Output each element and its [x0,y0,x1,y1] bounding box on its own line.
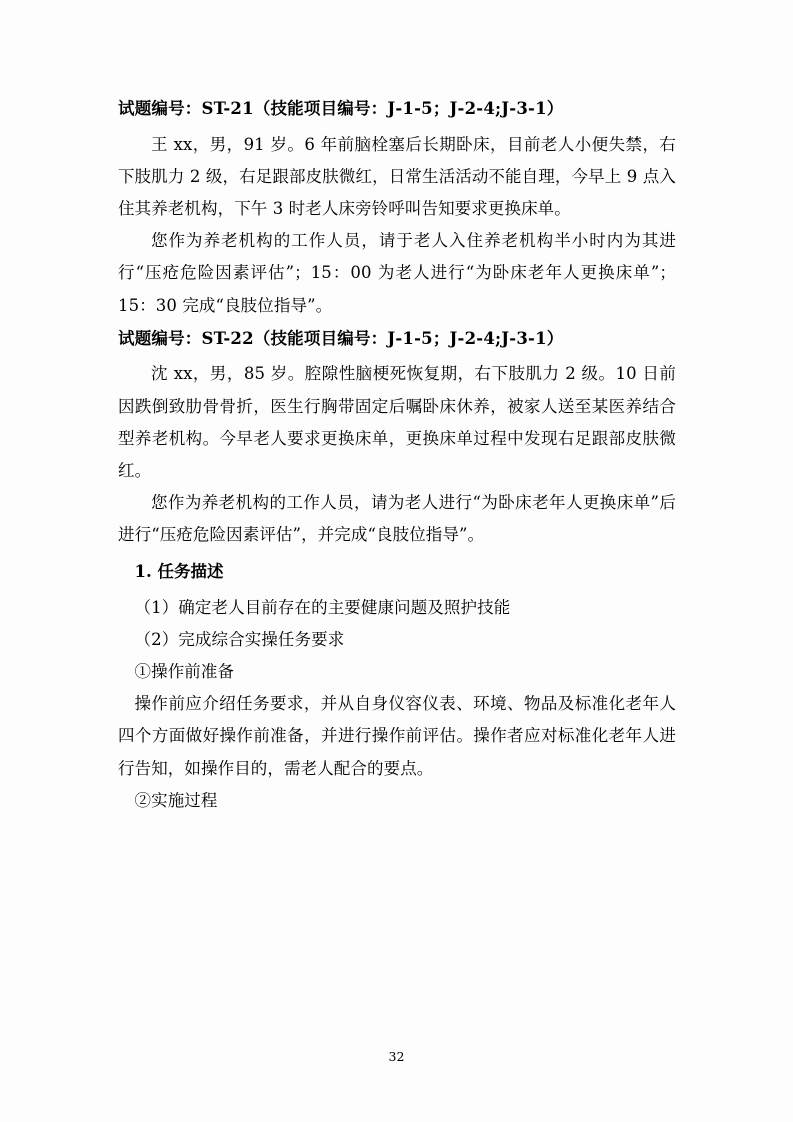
task-subitem-2: ②实施过程 [134,790,218,810]
task-item-1: （1）确定老人目前存在的主要健康问题及照护技能 [134,597,511,617]
case-paragraph-st22: 沈 xx，男，85 岁。腔隙性脑梗死恢复期，右下肢肌力 2 级。10 日前因跌倒致肋骨骨折，医生行胸带固定后嘱卧床休养，被家人送至某医养结合型养老机构。今早老人要求更换床单，更换床单过程中发现右足跟部皮肤微红。 [118,364,676,480]
page-number: 32 [388,1049,405,1064]
task-subitem-1: ①操作前准备 [134,662,235,682]
exam-heading-st22: 试题编号：ST-22（技能项目编号：J-1-5；J-2-4;J-3-1） [118,328,564,348]
section-heading-task-description: 1. 任务描述 [134,561,224,581]
task-preparation-paragraph: 操作前应介绍任务要求，并从自身仪容仪表、环境、物品及标准化老年人四个方面做好操作前准备，并进行操作前评估。操作者应对标准化老年人进行告知，如操作目的，需老人配合的要点。 [118,694,676,778]
page-content [118,96,676,817]
task-paragraph-st21: 您作为养老机构的工作人员，请于老人入住养老机构半小时内为其进行“压疮危险因素评估”；15：00 为老人进行“为卧床老年人更换床单”；15：30 完成“良肢位指导”。 [118,231,676,315]
task-paragraph-st22: 您作为养老机构的工作人员，请为老人进行“为卧床老年人更换床单”后进行“压疮危险因素评估”，并完成“良肢位指导”。 [118,493,676,545]
case-paragraph-st21: 王 xx，男，91 岁。6 年前脑栓塞后长期卧床，目前老人小便失禁，右下肢肌力 2 级，右足跟部皮肤微红，日常生活活动不能自理，今早上 9 点入住其养老机构，下午 3 时老人床旁铃呼叫告知要求更换床单。 [118,134,676,219]
exam-heading-st21: 试题编号：ST-21（技能项目编号：J-1-5；J-2-4;J-3-1） [118,99,564,118]
task-item-2: （2）完成综合实操任务要求 [134,629,345,649]
